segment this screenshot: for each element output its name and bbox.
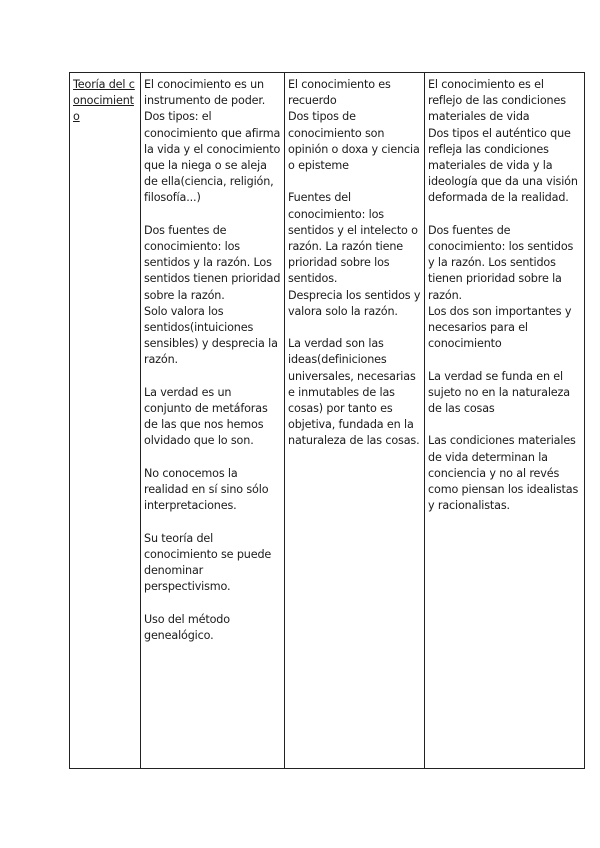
column-b-cell [285, 73, 425, 769]
text-line: Solo valora los sentidos(intuiciones sensibles) y desprecia la razón. [144, 304, 278, 367]
text-line: Las condiciones materiales de vida determinan la conciencia y no al revés como piensan los idealistas y racionalistas. [428, 434, 579, 513]
text-line: El conocimiento es recuerdo [288, 78, 391, 108]
text-line: No conocemos la realidad en sí sino sólo interpretaciones. [144, 466, 269, 513]
paragraph [288, 77, 421, 174]
paragraph [428, 77, 581, 207]
paragraph [288, 336, 421, 449]
text-line: Dos fuentes de conocimiento: los sentidos y la razón. Los sentidos tienen prioridad sobre la razón. [144, 223, 281, 302]
column-a-cell [141, 73, 285, 769]
text-line: Dos tipos: el conocimiento que afirma la vida y el conocimiento que la niega o se aleja de ella(ciencia, religión, filosofía...) [144, 110, 281, 205]
paragraph [144, 223, 281, 369]
row-header-cell [70, 73, 141, 769]
text-line: Desprecia los sentidos y valora solo la razón. [288, 288, 421, 318]
paragraph [428, 223, 581, 353]
text-line: La verdad son las ideas(definiciones universales, necesarias e inmutables de las cosas) por tanto es objetiva, fundada en la naturaleza de las cosas. [288, 337, 420, 448]
paragraph [144, 466, 281, 515]
text-line: Dos tipos de conocimiento son opinión o doxa y ciencia o episteme [288, 110, 420, 173]
paragraph [144, 612, 281, 644]
text-line: Fuentes del conocimiento: los sentidos y el intelecto o razón. La razón tiene prioridad sobre los sentidos. [288, 191, 418, 286]
column-c-cell [425, 73, 585, 769]
text-line: El conocimiento es un instrumento de poder. [144, 78, 266, 108]
paragraph [288, 190, 421, 320]
text-line: La verdad es un conjunto de metáforas de las que nos hemos olvidado que lo son. [144, 385, 268, 448]
text-line: El conocimiento es el reflejo de las condiciones materiales de vida [428, 78, 566, 124]
text-line: Dos tipos el auténtico que refleja las condiciones materiales de vida y la ideología que da una visión deformada de la realidad. [428, 126, 578, 205]
comparison-table [69, 72, 585, 769]
table-row [70, 73, 585, 769]
text-line: Uso del método genealógico. [144, 612, 230, 642]
paragraph [144, 77, 281, 207]
text-line: Su teoría del conocimiento se puede denominar perspectivismo. [144, 531, 272, 594]
text-line: La verdad se funda en el sujeto no en la naturaleza de las cosas [428, 369, 570, 416]
paragraph [144, 531, 281, 596]
row-title: Teoría del conocimiento [73, 78, 135, 124]
text-line: Los dos son importantes y necesarios para el conocimiento [428, 304, 572, 351]
paragraph [428, 369, 581, 418]
paragraph [428, 433, 581, 514]
text-line: Dos fuentes de conocimiento: los sentidos y la razón. Los sentidos tienen prioridad sobre la razón. [428, 223, 574, 302]
paragraph [144, 385, 281, 450]
